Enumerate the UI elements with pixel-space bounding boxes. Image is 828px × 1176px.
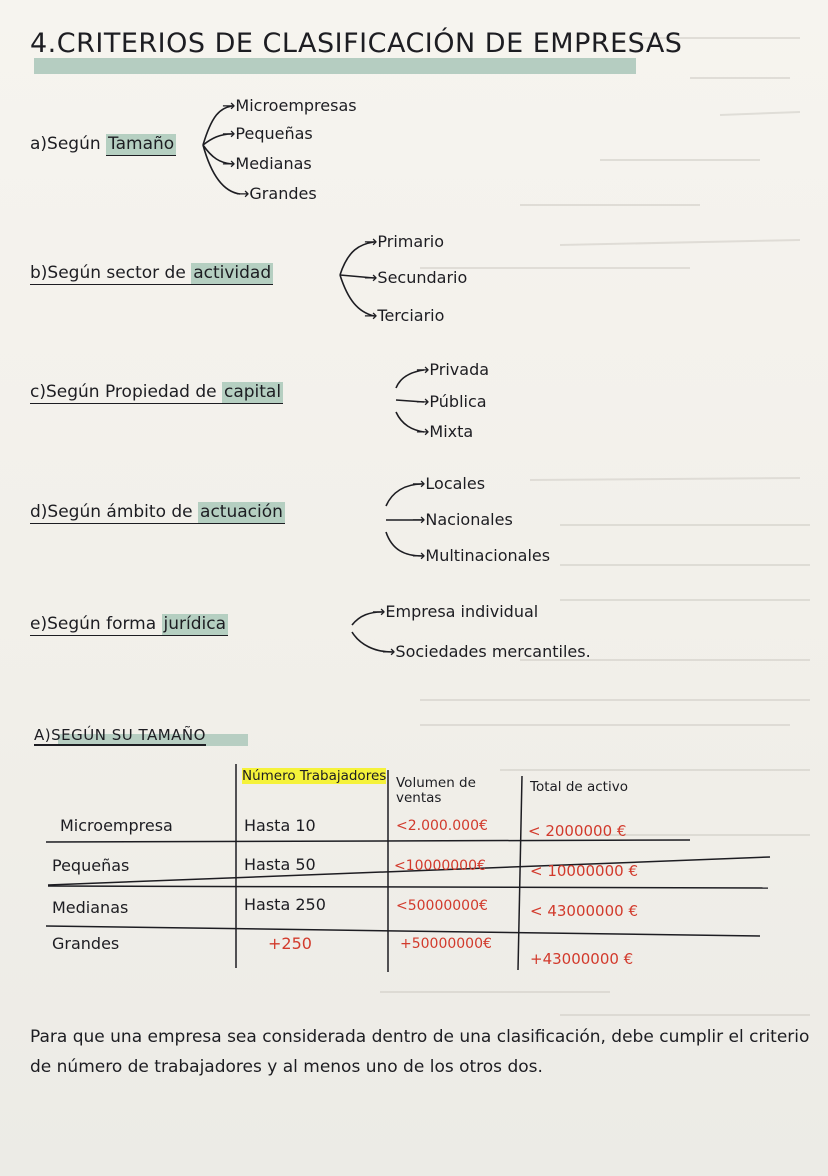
table-cell-workers: Hasta 10: [244, 816, 316, 835]
criterion-d-option: → Locales: [412, 474, 485, 493]
criterion-b-key: actividad: [193, 263, 272, 283]
table-cell-sales: <10000000€: [394, 858, 486, 874]
criterion-b-option: → Secundario: [364, 268, 467, 287]
table-cell-assets: < 43000000 €: [530, 902, 638, 920]
table-row-label: Pequeñas: [52, 856, 130, 875]
criterion-a-option: → Grandes: [236, 184, 317, 203]
section-heading-text: A)SEGÚN SU TAMAÑO: [34, 726, 206, 744]
table-row-label: Medianas: [52, 898, 129, 917]
criterion-a-prefix: a)Según: [30, 134, 107, 154]
table-header-sales: Volumen de ventas: [396, 775, 476, 806]
table-header-assets: Total de activo: [530, 779, 628, 795]
criterion-b-prefix: b)Según sector de: [30, 263, 192, 283]
criterion-e-option: → Sociedades mercantiles.: [382, 642, 591, 661]
criterion-a-option: → Pequeñas: [222, 124, 313, 143]
criterion-c-key: capital: [223, 382, 282, 402]
page-title: 4.CRITERIOS DE CLASIFICACIÓN DE EMPRESAS: [30, 28, 683, 59]
table-cell-sales: <50000000€: [396, 898, 488, 914]
criterion-c-option: → Mixta: [416, 422, 473, 441]
table-row-label: Microempresa: [60, 816, 173, 835]
table-cell-workers: Hasta 250: [244, 895, 326, 914]
table-cell-workers: +250: [268, 934, 312, 953]
criterion-c-prefix: c)Según Propiedad de: [30, 382, 222, 402]
table-cell-workers: Hasta 50: [244, 855, 316, 874]
table-cell-sales: <2.000.000€: [396, 818, 488, 834]
table-header-workers: [242, 769, 386, 784]
criterion-d-option: → Nacionales: [412, 510, 513, 529]
criterion-a-key: Tamaño: [108, 134, 175, 154]
criterion-c-option: → Pública: [416, 392, 487, 411]
criterion-a-option: → Medianas: [222, 154, 312, 173]
table-header-workers-text: Número Trabajadores: [242, 768, 387, 784]
criterion-a-option: → Microempresas: [222, 96, 357, 115]
criterion-d-key: actuación: [200, 502, 283, 522]
table-cell-assets: +43000000 €: [530, 950, 634, 968]
criterion-e-prefix: e)Según forma: [30, 614, 162, 634]
criterion-b-option: → Primario: [364, 232, 444, 251]
criterion-c-option: → Privada: [416, 360, 489, 379]
classification-note: Para que una empresa sea considerada dentro de una clasificación, debe cumplir el criterio de número de trabajadores y al menos uno de los otros dos.: [30, 1027, 810, 1077]
criterion-d-prefix: d)Según ámbito de: [30, 502, 199, 522]
table-cell-sales: +50000000€: [400, 936, 492, 952]
criterion-d-option: → Multinacionales: [412, 546, 550, 565]
criterion-e-key: jurídica: [163, 614, 227, 634]
table-cell-assets: < 10000000 €: [530, 862, 638, 880]
table-cell-assets: < 2000000 €: [528, 822, 627, 840]
table-row-label: Grandes: [52, 934, 120, 953]
criterion-e-option: → Empresa individual: [372, 602, 538, 621]
criterion-b-option: → Terciario: [364, 306, 444, 325]
